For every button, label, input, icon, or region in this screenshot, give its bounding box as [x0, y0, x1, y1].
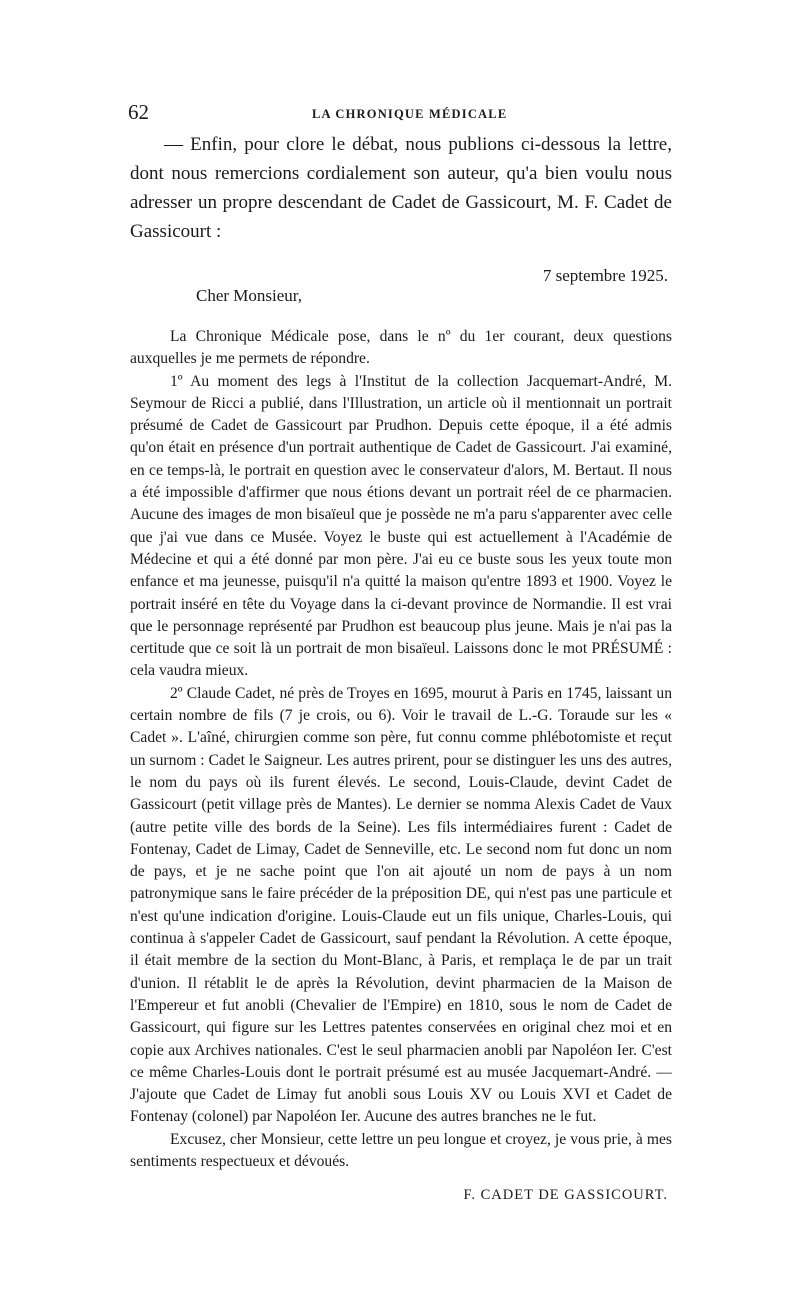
letter-paragraph-1: La Chronique Médicale pose, dans le nº du 1er courant, deux questions auxquelles je me permets de répondre.: [130, 328, 672, 368]
intro-paragraph: — Enfin, pour clore le débat, nous publions ci-dessous la lettre, dont nous remercions cordialement son auteur, qu'a bien voulu nous adresser un propre descendant de Cadet de Gassicourt, M. F. Cadet de Gassicourt :: [130, 134, 672, 242]
letter-paragraph-4: Excusez, cher Monsieur, cette lettre un peu longue et croyez, je vous prie, à mes sentiments respectueux et dévoués.: [130, 1130, 672, 1170]
document-page: [130, 100, 672, 1204]
letter-salutation: Cher Monsieur,: [196, 286, 303, 305]
letter-date: 7 septembre 1925.: [542, 266, 668, 285]
page-number: 62: [128, 100, 149, 124]
letter-paragraph-3: 2º Claude Cadet, né près de Troyes en 1695, mourut à Paris en 1745, laissant un certain nombre de fils (7 je crois, ou 6). Voir le travail de L.-G. Toraude sur les « Cadet ». L'aîné, chirurgien comme son père, fut connu comme phlébotomiste et reçut un surnom : Cadet le Saigneur. Les autres prirent, pour se distinguer les uns des autres, le nom du pays où ils furent élevés. Le second, Louis-Claude, devint Cadet de Gassicourt (petit village près de Mantes). Le dernier se nomma Alexis Cadet de Vaux (autre petite ville des bords de la Seine). Les fils intermédiaires furent : Cadet de Fontenay, Cadet de Limay, Cadet de Senneville, etc. Le second nom fut donc un nom de pays, et je ne sache point que l'on ait ajouté un nom de pays à un nom patronymique sans le faire précéder de la préposition DE, qui n'est pas une particule et n'est qu'une indication d'origine. Louis-Claude eut un fils unique, Charles-Louis, qui continua à s'appeler Cadet de Gassicourt, sauf pendant la Révolution. A cette époque, il était membre de la section du Mont-Blanc, à Paris, et remplaça le de par un trait d'union. Il rétablit le de après la Révolution, devint pharmacien de la Maison de l'Empereur et fut anobli (Chevalier de l'Empire) en 1810, sous le nom de Cadet de Gassicourt, qui figure sur les Lettres patentes conservées en original chez moi et en copie aux Archives nationales. C'est le seul pharmacien anobli par Napoléon Ier. C'est ce même Charles-Louis dont le portrait présumé est au musée Jacquemart-André. — J'ajoute que Cadet de Limay fut anobli sous Louis XV ou Louis XVI et Cadet de Fontenay (colonel) par Napoléon Ier. Aucune des autres branches ne le fut.: [130, 684, 672, 1126]
running-title: LA CHRONIQUE MÉDICALE: [312, 107, 508, 121]
page-header: [130, 100, 672, 130]
letter-paragraph-2: 1º Au moment des legs à l'Institut de la collection Jacquemart-André, M. Seymour de Ricci a publié, dans l'Illustration, un article où il mentionnait un portrait présumé de Cadet de Gassicourt par Prudhon. Depuis cette époque, il a été admis qu'on était en présence d'un portrait authentique de Cadet de Gassicourt. J'ai examiné, en ce temps-là, le portrait en question avec le conservateur d'alors, M. Bertaut. Il nous a été impossible d'affirmer que nous étions devant un portrait réel de ce pharmacien. Aucune des images de mon bisaïeul que je possède ne m'a paru s'apparenter avec celle que j'ai vue dans ce Musée. Voyez le buste qui est actuellement à l'Académie de Médecine et qui a été donné par mon père. J'ai eu ce buste sous les yeux toute mon enfance et ma jeunesse, puisqu'il n'a quitté la maison qu'entre 1893 et 1900. Voyez le portrait inséré en tête du Voyage dans la ci-devant province de Normandie. Il est vrai que le personnage représenté par Prudhon est beaucoup plus jeune. Mais je n'ai pas la certitude que ce soit là un portrait de mon bisaïeul. Laissons donc le mot PRÉSUMÉ : cela vaudra mieux.: [130, 372, 672, 680]
letter-signature: F. CADET DE GASSICOURT.: [463, 1187, 668, 1204]
